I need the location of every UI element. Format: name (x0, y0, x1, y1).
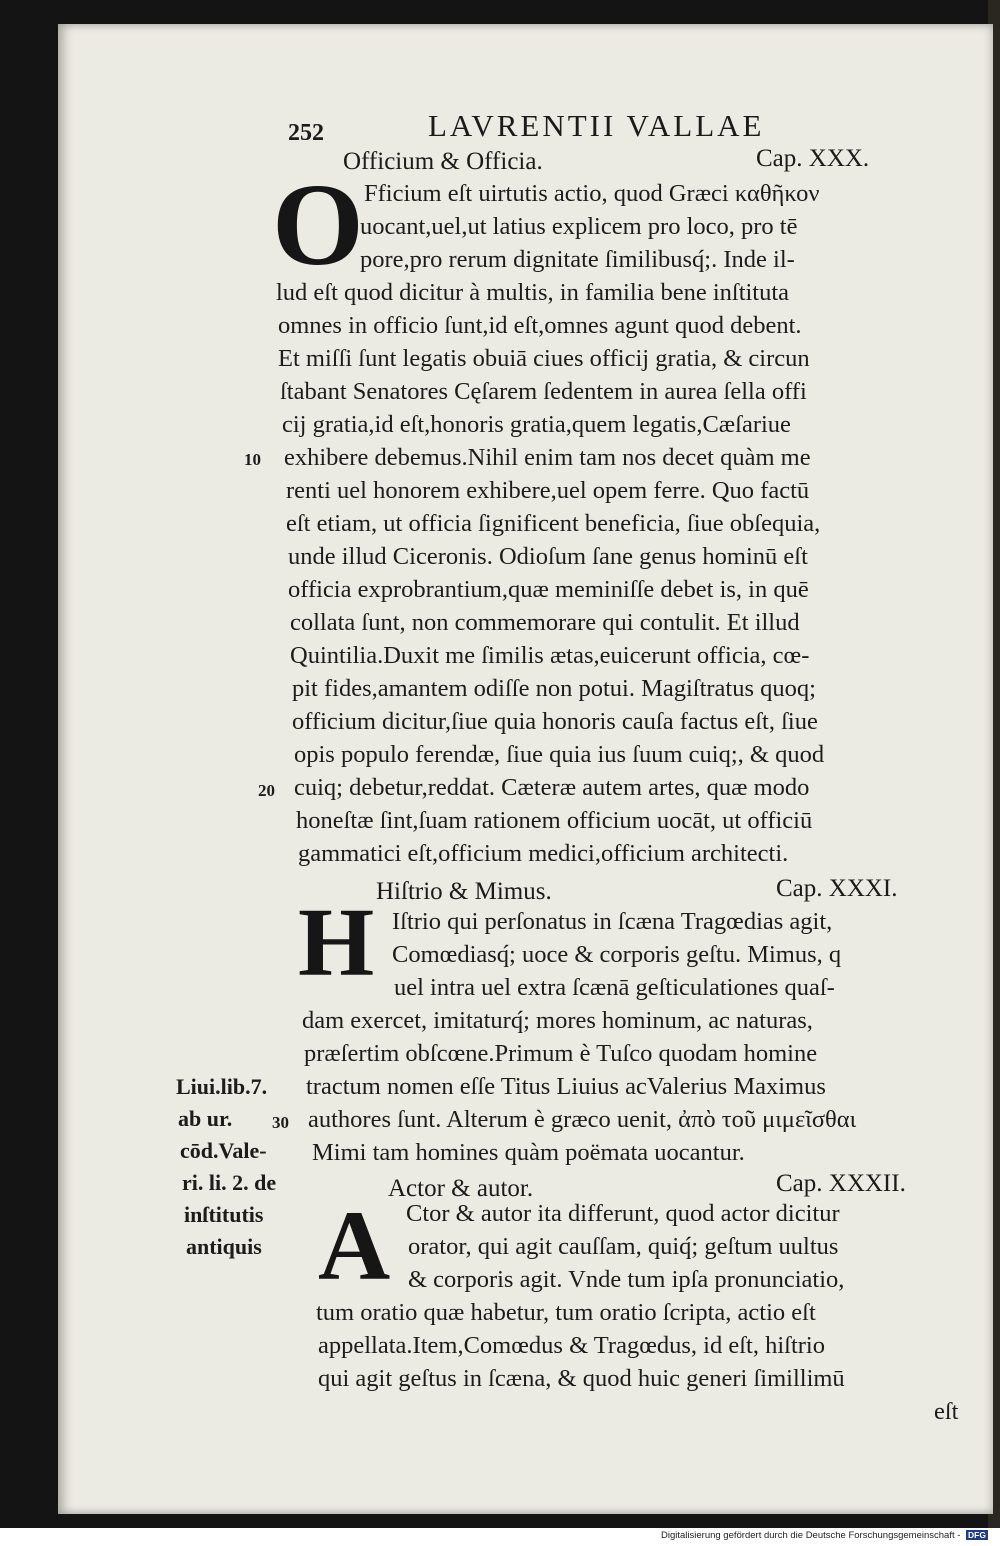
text-line: collata ſunt, non commemorare qui contulit. Et illud (290, 609, 800, 636)
chapter-title-actor: Actor & autor. (388, 1175, 534, 1202)
catchword: eſt (934, 1398, 959, 1425)
margin-note-line: cōd.Vale- (180, 1138, 267, 1163)
text-line: cuiq; debetur,reddat. Cæteræ autem artes, quæ modo (294, 774, 810, 801)
text-line: uel intra uel extra ſcænā geſticulationes quaſ- (394, 974, 835, 1001)
margin-note-line: inſtitutis (184, 1202, 264, 1227)
drop-cap-a: A (318, 1190, 391, 1301)
text-line: uocant,uel,ut latius explicem pro loco, pro tē (360, 213, 798, 240)
text-line: officia exprobrantium,quæ meminiſſe debet is, in quē (288, 576, 809, 603)
chapter-title-histrio: Hiſtrio & Mimus. (376, 878, 552, 905)
running-head: LAVRENTII VALLAE (428, 108, 765, 143)
text-line: orator, qui agit cauſſam, quiq́; geſtum uultus (408, 1233, 839, 1260)
text-line: Iſtrio qui perſonatus in ſcæna Tragœdias agit, (392, 908, 833, 935)
text-line: ſtabant Senatores Cęſarem ſedentem in aurea ſella offi (280, 378, 807, 405)
chapter-title-officium: Officium & Officia. (343, 148, 543, 175)
text-line: Et miſſi ſunt legatis obuiā ciues officij gratia, & circun (278, 345, 810, 372)
text-line: authores ſunt. Alterum è græco uenit, ἀπὸ τοῦ μιμεῖσθαι (308, 1106, 857, 1133)
text-line: Ctor & autor ita differunt, quod actor dicitur (406, 1200, 840, 1227)
page-number: 252 (288, 120, 324, 146)
text-line: opis populo ferendæ, ſiue quia ius ſuum cuiq;, & quod (294, 741, 825, 768)
text-line: Comœdiasq́; uoce & corporis geſtu. Mimus, q (392, 941, 842, 968)
text-line: qui agit geſtus in ſcæna, & quod huic generi ſimillimū (318, 1365, 845, 1392)
text-line: omnes in officio ſunt,id eſt,omnes agunt quod debent. (278, 312, 802, 339)
line-number-20: 20 (258, 781, 275, 800)
line-number-30: 30 (272, 1113, 289, 1132)
text-line: præſertim obſcœne.Primum è Tuſco quodam homine (304, 1040, 818, 1067)
drop-cap-o: O (272, 159, 364, 290)
text-line: gammatici eſt,officium medici,officium architecti. (298, 840, 789, 867)
text-line: dam exercet, imitaturq́; mores hominum, ac naturas, (302, 1007, 813, 1034)
margin-note-line: ab ur. (178, 1106, 233, 1131)
text-line: exhibere debemus.Nihil enim tam nos decet quàm me (284, 444, 811, 471)
text-line: tum oratio quæ habetur, tum oratio ſcripta, actio eſt (316, 1299, 816, 1326)
text-line: Fficium eſt uirtutis actio, quod Græci καθῆκον (364, 180, 820, 207)
margin-note-line: Liui.lib.7. (176, 1074, 268, 1099)
chapter-number-xxxii: Cap. XXXII. (776, 1170, 906, 1197)
text-line: Quintilia.Duxit me ſimilis ætas,euicerunt officia, cœ- (290, 642, 810, 669)
line-number-10: 10 (244, 450, 261, 469)
margin-note-line: ri. li. 2. de (182, 1170, 277, 1195)
footer-credit-text: Digitalisierung gefördert durch die Deutsche Forschungsgemeinschaft - (661, 1530, 961, 1541)
text-line: Mimi tam homines quàm poëmata uocantur. (312, 1139, 745, 1166)
text-line: tractum nomen eſſe Titus Liuius acValerius Maximus (306, 1073, 826, 1100)
footer-credit (661, 1530, 988, 1541)
text-line: appellata.Item,Comœdus & Tragœdus, id eſt, hiſtrio (318, 1332, 825, 1359)
drop-cap-h: H (298, 889, 375, 997)
text-line: lud eſt quod dicitur à multis, in familia bene inſtituta (276, 279, 790, 306)
text-line: pore,pro rerum dignitate ſimilibusq́;. Inde il- (360, 246, 795, 273)
chapter-number-xxxi: Cap. XXXI. (776, 875, 898, 902)
text-line: eſt etiam, ut officia ſignificent beneficia, ſiue obſequia, (286, 510, 821, 537)
text-line: renti uel honorem exhibere,uel opem ferre. Quo factū (286, 477, 810, 504)
text-line: pit fides,amantem odiſſe non potui. Magiſtratus quoq; (292, 675, 816, 702)
text-line: honeſtæ ſint,ſuam rationem officium uocāt, ut officiū (296, 807, 813, 834)
margin-note-line: antiquis (186, 1234, 262, 1259)
text-line: officium dicitur,ſiue quia honoris cauſa factus eſt, ſiue (292, 708, 818, 735)
text-line: unde illud Ciceronis. Odioſum ſane genus hominū eſt (288, 543, 808, 570)
chapter-number-xxx: Cap. XXX. (756, 145, 870, 172)
text-line: cij gratia,id eſt,honoris gratia,quem legatis,Cæſariue (282, 411, 791, 438)
dfg-logo-icon: DFG (968, 1530, 986, 1541)
text-line: & corporis agit. Vnde tum ipſa pronunciatio, (408, 1266, 845, 1293)
